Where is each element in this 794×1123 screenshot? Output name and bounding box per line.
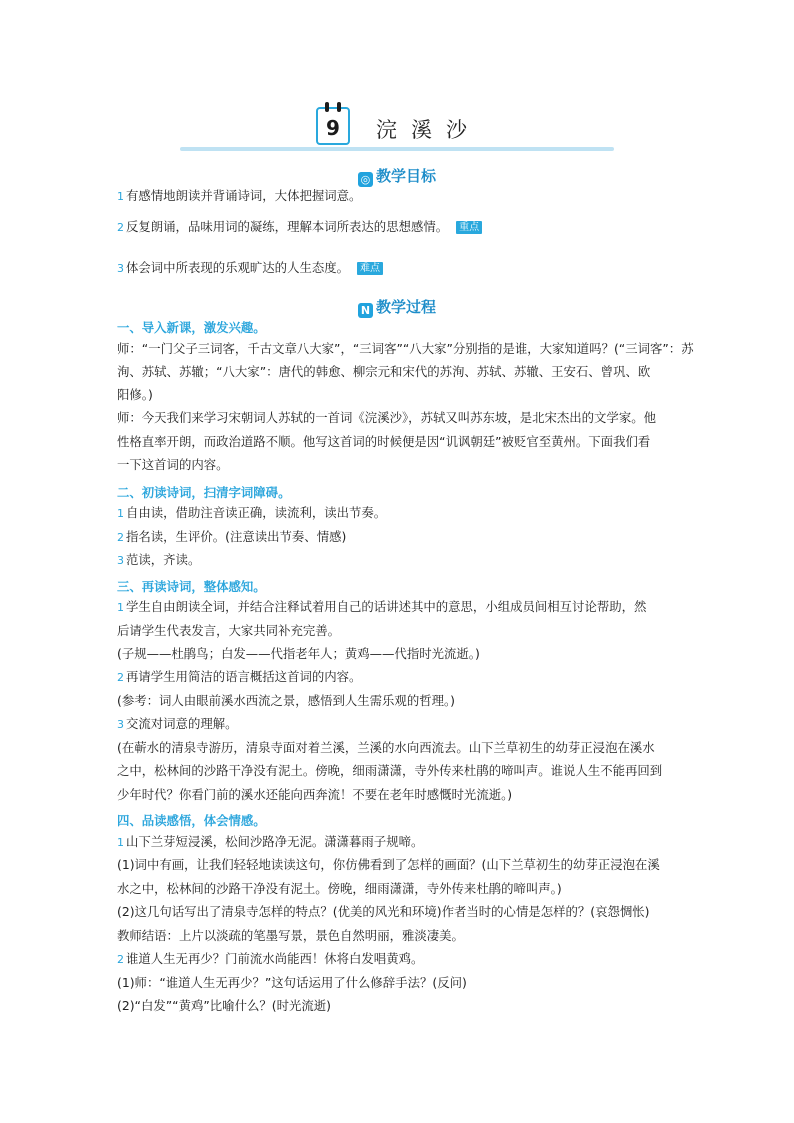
lesson-header — [180, 104, 614, 152]
text-line: (子规——杜鹃鸟；白发——代指老年人；黄鸡——代指时光流逝。) — [117, 646, 480, 661]
section-2-title: 二、初读诗词，扫清字词障碍。 — [117, 485, 291, 500]
section-4-title: 四、品读感悟，体会情感。 — [117, 813, 266, 828]
text-line: 教师结语：上片以淡疏的笔墨写景，景色自然明丽，雅淡凄美。 — [117, 928, 464, 943]
lesson-number: 9 — [326, 116, 340, 140]
difficulty-badge: 难点 — [357, 262, 383, 275]
calendar-icon — [316, 107, 350, 145]
list-item: 2 再请学生用简洁的语言概括这首词的内容。 — [117, 669, 362, 684]
process-icon: N — [358, 303, 373, 318]
text-line: 阳修。) — [117, 387, 153, 402]
lesson-title: 浣溪沙 — [376, 118, 481, 142]
text-line: 之中，松林间的沙路干净没有泥土。傍晚，细雨潇潇，寺外传来杜鹃的啼叫声。谁说人生不能再回到 — [117, 763, 663, 778]
list-item: 3 范读，齐读。 — [117, 552, 201, 567]
header-rule — [180, 147, 614, 151]
text-line: (2)这几句话写出了清泉寺怎样的特点？(优美的风光和环境)作者当时的心情是怎样的？(哀怨惆怅) — [117, 904, 650, 919]
text-line: (在蕲水的清泉寺游历，清泉寺面对着兰溪，兰溪的水向西流去。山下兰草初生的幼芽正浸泡在溪水 — [117, 740, 655, 755]
list-item: 1 学生自由朗读全词，并结合注释试着用自己的话讲述其中的意思，小组成员间相互讨论帮助，然 — [117, 599, 647, 614]
text-line: 后请学生代表发言，大家共同补充完善。 — [117, 623, 341, 638]
text-line: 水之中，松林间的沙路干净没有泥土。傍晚，细雨潇潇，寺外传来杜鹃的啼叫声。) — [117, 881, 562, 896]
process-heading: N 教学过程 — [0, 296, 794, 318]
section-3-title: 三、再读诗词，整体感知。 — [117, 579, 266, 594]
list-item: 1 自由读，借助注音读正确，读流利，读出节奏。 — [117, 505, 387, 520]
goal-item: 3 体会词中所表现的乐观旷达的人生态度。 难点 — [117, 260, 383, 277]
list-item: 2 谁道人生无再少？门前流水尚能西！休将白发唱黄鸡。 — [117, 951, 424, 966]
section-1-title: 一、导入新课，激发兴趣。 — [117, 320, 266, 335]
text-line: 性格直率开朗，而政治道路不顺。他写这首词的时候便是因“讥讽朝廷”被贬官至黄州。下面我们看 — [117, 434, 651, 449]
list-item: 3 交流对词意的理解。 — [117, 716, 238, 731]
list-item: 2 指名读，生评价。(注意读出节奏、情感) — [117, 529, 347, 544]
text-line: 洵、苏轼、苏辙；“八大家”：唐代的韩愈、柳宗元和宋代的苏洵、苏轼、苏辙、王安石、曾巩、欧 — [117, 364, 651, 379]
goal-item: 2 反复朗诵，品味用词的凝练，理解本词所表达的思想感情。 重点 — [117, 219, 482, 236]
target-icon: ◎ — [358, 172, 373, 187]
goals-heading: ◎ 教学目标 — [0, 165, 794, 187]
text-line: (参考：词人由眼前溪水西流之景，感悟到人生需乐观的哲理。) — [117, 693, 456, 708]
text-line: (1)师：“谁道人生无再少？”这句话运用了什么修辞手法？(反问) — [117, 975, 467, 990]
text-line: (2)“白发”“黄鸡”比喻什么？(时光流逝) — [117, 998, 331, 1013]
text-line: 少年时代？你看门前的溪水还能向西奔流！不要在老年时感慨时光流逝。) — [117, 787, 513, 802]
text-line: 一下这首词的内容。 — [117, 457, 229, 472]
text-line: (1)词中有画，让我们轻轻地读读这句，你仿佛看到了怎样的画面？(山下兰草初生的幼芽正浸泡在溪 — [117, 857, 660, 872]
text-line: 师：今天我们来学习宋朝词人苏轼的一首词《浣溪沙》，苏轼又叫苏东坡，是北宋杰出的文学家。他 — [117, 410, 656, 425]
text-line: 师：“一门父子三词客，千古文章八大家”，“三词客”“八大家”分别指的是谁，大家知道吗？(“三词客”：苏 — [117, 341, 694, 356]
key-point-badge: 重点 — [456, 221, 482, 234]
goal-item: 1 有感情地朗读并背诵诗词，大体把握词意。 — [117, 188, 362, 203]
list-item: 1 山下兰芽短浸溪，松间沙路净无泥。潇潇暮雨子规啼。 — [117, 834, 424, 849]
